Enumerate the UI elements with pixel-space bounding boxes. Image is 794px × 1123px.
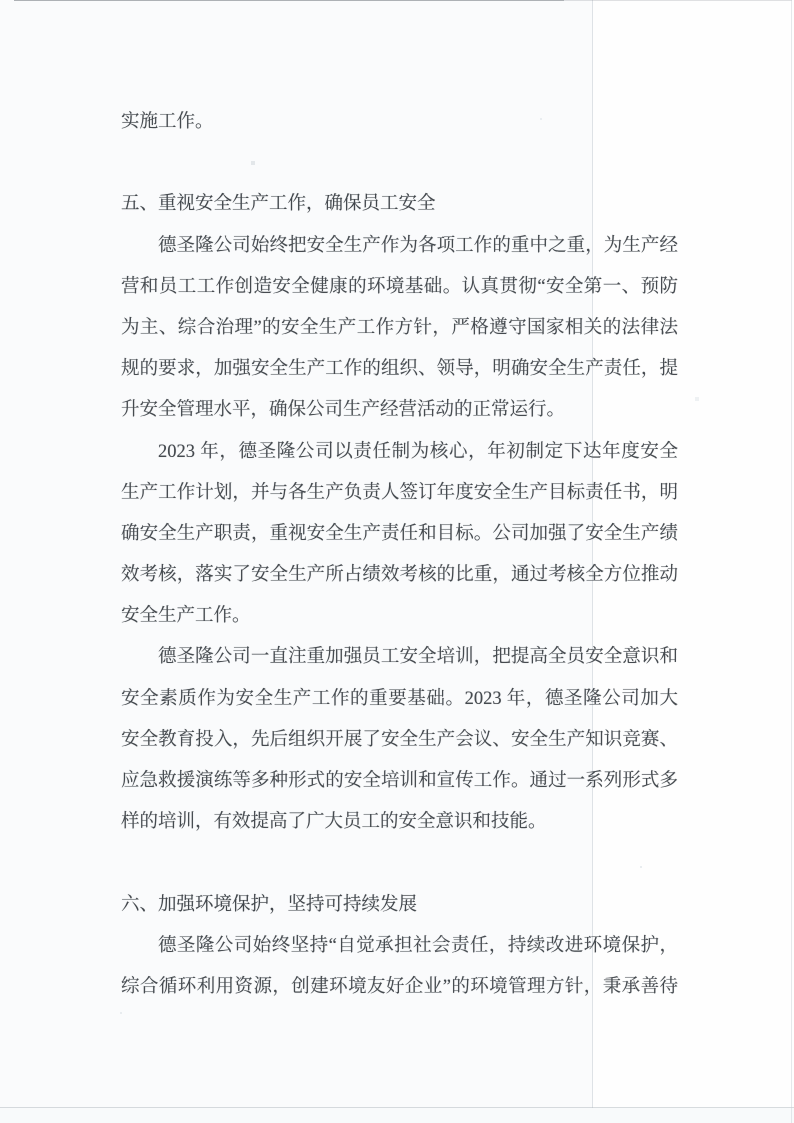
blank-line bbox=[121, 143, 678, 184]
text-line: 德圣隆公司始终把安全生产作为各项工作的重中之重，为生产经 bbox=[158, 235, 678, 256]
text-line: 应急救援演练等多种形式的安全培训和宣传工作。通过一系列形式多 bbox=[121, 771, 678, 791]
text-line: 升安全管理水平，确保公司生产经营活动的正常运行。 bbox=[121, 400, 566, 421]
text-line: 确安全生产职责，重视安全生产责任和目标。公司加强了安全生产绩 bbox=[121, 523, 678, 544]
section-heading: 六、加强环境保护，坚持可持续发展 bbox=[121, 894, 418, 915]
scan-bottom-strip bbox=[0, 1108, 794, 1123]
section-heading: 五、重视安全生产工作，确保员工安全 bbox=[121, 194, 436, 215]
text-block bbox=[121, 102, 678, 1008]
text-line: 营和员工工作创造安全健康的环境基础。认真贯彻“安全第一、预防 bbox=[121, 276, 678, 297]
text-line: 安全教育投入，先后组织开展了安全生产会议、安全生产知识竞赛、 bbox=[121, 729, 678, 750]
blank-line bbox=[121, 843, 678, 884]
text-line: 综合循环利用资源，创建环境友好企业”的环境管理方针，秉承善待 bbox=[121, 976, 678, 997]
text-line: 样的培训，有效提高了广大员工的安全意识和技能。 bbox=[121, 812, 547, 833]
text-line: 安全素质作为安全生产工作的重要基础。2023 年，德圣隆公司加大 bbox=[121, 688, 678, 709]
text-line: 生产工作计划，并与各生产负责人签订年度安全生产目标责任书，明 bbox=[121, 482, 678, 503]
text-line: 2023 年，德圣隆公司以责任制为核心，年初制定下达年度安全 bbox=[158, 441, 678, 462]
scan-right-edge-artifact bbox=[791, 0, 792, 1123]
scan-top-edge-artifact bbox=[14, 0, 564, 1]
text-line: 为主、综合治理”的安全生产工作方针，严格遵守国家相关的法律法 bbox=[121, 317, 678, 338]
scan-dust-specks bbox=[0, 0, 2, 2]
text-line: 德圣隆公司一直注重加强员工安全培训，把提高全员安全意识和 bbox=[158, 647, 678, 668]
text-line: 实施工作。 bbox=[121, 112, 214, 132]
text-line: 规的要求，加强安全生产工作的组织、领导，明确安全生产责任，提 bbox=[121, 359, 678, 380]
text-line: 德圣隆公司始终坚持“自觉承担社会责任，持续改进环境保护， bbox=[158, 935, 678, 956]
scan-top-edge-artifact-light bbox=[564, 0, 792, 1]
text-line: 安全生产工作。 bbox=[121, 606, 251, 627]
text-line: 效考核，落实了安全生产所占绩效考核的比重，通过考核全方位推动 bbox=[121, 565, 678, 586]
